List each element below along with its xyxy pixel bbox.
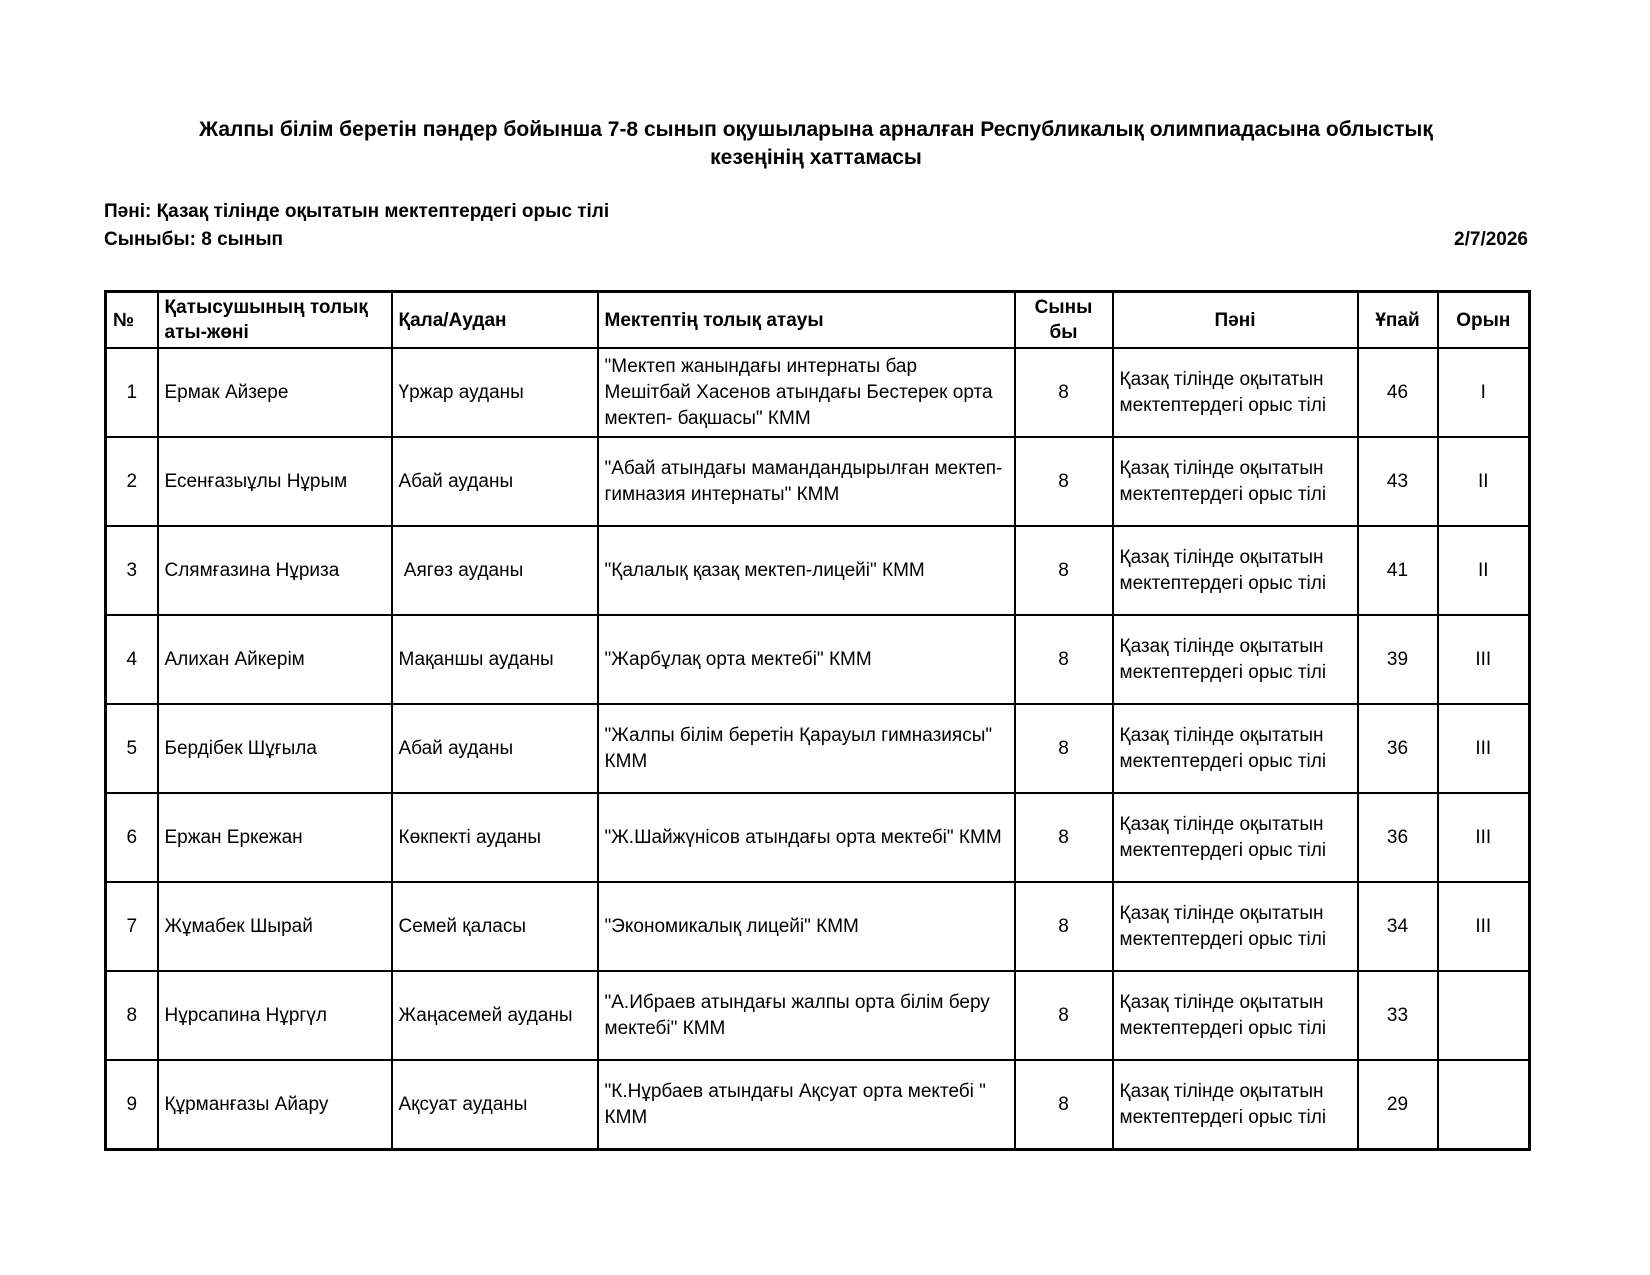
cell-place [1438, 1060, 1530, 1150]
col-header-number: № [106, 292, 158, 349]
cell-city-district: Мақаншы ауданы [392, 615, 598, 704]
class-date-line [104, 226, 1528, 254]
cell-points: 39 [1358, 615, 1438, 704]
cell-city-district: Жаңасемей ауданы [392, 971, 598, 1060]
table-row [106, 882, 1530, 971]
cell-participant-name: Ержан Еркежан [158, 793, 392, 882]
cell-grade: 8 [1015, 704, 1113, 793]
page-title: Жалпы білім беретін пәндер бойынша 7-8 сынып оқушыларына арналған Республикалық олимпиадасына облыстық кезеңінің хаттамасы [199, 118, 1433, 169]
cell-city-district: Аягөз ауданы [392, 526, 598, 615]
cell-place: III [1438, 704, 1530, 793]
cell-city-district: Абай ауданы [392, 437, 598, 526]
cell-points: 34 [1358, 882, 1438, 971]
cell-points: 36 [1358, 793, 1438, 882]
cell-participant-name: Жұмабек Шырай [158, 882, 392, 971]
cell-subject: Қазақ тілінде оқытатын мектептердегі орыс тілі [1113, 615, 1358, 704]
cell-grade: 8 [1015, 971, 1113, 1060]
cell-subject: Қазақ тілінде оқытатын мектептердегі орыс тілі [1113, 526, 1358, 615]
cell-city-district: Абай ауданы [392, 704, 598, 793]
cell-points: 36 [1358, 704, 1438, 793]
col-header-district: Қала/Аудан [392, 292, 598, 349]
cell-place: III [1438, 615, 1530, 704]
table-row [106, 348, 1530, 437]
cell-number: 5 [106, 704, 158, 793]
cell-grade: 8 [1015, 793, 1113, 882]
cell-school-name: "Қалалық қазақ мектеп-лицейі" КММ [598, 526, 1015, 615]
cell-school-name: "А.Ибраев атындағы жалпы орта білім беру мектебі" КММ [598, 971, 1015, 1060]
cell-participant-name: Ермак Айзере [158, 348, 392, 437]
cell-school-name: "Ж.Шайжүнісов атындағы орта мектебі" КММ [598, 793, 1015, 882]
class-line: Сыныбы: 8 сынып [104, 229, 284, 250]
cell-participant-name: Слямғазина Нұриза [158, 526, 392, 615]
cell-school-name: "Жарбұлақ орта мектебі" КММ [598, 615, 1015, 704]
cell-subject: Қазақ тілінде оқытатын мектептердегі орыс тілі [1113, 793, 1358, 882]
cell-place [1438, 971, 1530, 1060]
cell-grade: 8 [1015, 882, 1113, 971]
cell-number: 9 [106, 1060, 158, 1150]
cell-subject: Қазақ тілінде оқытатын мектептердегі орыс тілі [1113, 437, 1358, 526]
cell-place: III [1438, 793, 1530, 882]
cell-participant-name: Есенғазыұлы Нұрым [158, 437, 392, 526]
cell-subject: Қазақ тілінде оқытатын мектептердегі орыс тілі [1113, 882, 1358, 971]
cell-grade: 8 [1015, 1060, 1113, 1150]
cell-number: 2 [106, 437, 158, 526]
col-header-school: Мектептің толық атауы [598, 292, 1015, 349]
subject-line: Пәні: Қазақ тілінде оқытатын мектептердегі орыс тілі [104, 201, 610, 222]
cell-points: 46 [1358, 348, 1438, 437]
cell-place: III [1438, 882, 1530, 971]
cell-place: I [1438, 348, 1530, 437]
cell-city-district: Көкпекті ауданы [392, 793, 598, 882]
table-row [106, 971, 1530, 1060]
col-header-grade [1015, 292, 1113, 349]
cell-number: 8 [106, 971, 158, 1060]
cell-place: II [1438, 526, 1530, 615]
cell-number: 7 [106, 882, 158, 971]
cell-number: 6 [106, 793, 158, 882]
cell-school-name: "Экономикалық лицейі" КММ [598, 882, 1015, 971]
table-row [106, 437, 1530, 526]
cell-subject: Қазақ тілінде оқытатын мектептердегі орыс тілі [1113, 971, 1358, 1060]
cell-subject: Қазақ тілінде оқытатын мектептердегі орыс тілі [1113, 1060, 1358, 1150]
col-header-points: Ұпай [1358, 292, 1438, 349]
table-header-row [106, 292, 1530, 349]
cell-city-district: Ақсуат ауданы [392, 1060, 598, 1150]
cell-number: 4 [106, 615, 158, 704]
results-table [104, 290, 1531, 1151]
cell-points: 33 [1358, 971, 1438, 1060]
table-row [106, 1060, 1530, 1150]
cell-city-district: Семей қаласы [392, 882, 598, 971]
cell-place: II [1438, 437, 1530, 526]
col-header-name: Қатысушының толық аты-жөні [158, 292, 392, 349]
col-header-grade-label: Сыныбы [1034, 297, 1093, 343]
col-header-subject: Пәні [1113, 292, 1358, 349]
cell-number: 3 [106, 526, 158, 615]
cell-city-district: Үржар ауданы [392, 348, 598, 437]
cell-school-name: "Абай атындағы мамандандырылған мектеп-гимназия интернаты" КММ [598, 437, 1015, 526]
cell-grade: 8 [1015, 348, 1113, 437]
cell-points: 29 [1358, 1060, 1438, 1150]
cell-subject: Қазақ тілінде оқытатын мектептердегі орыс тілі [1113, 704, 1358, 793]
table-row [106, 793, 1530, 882]
document-date: 2/7/2026 [1454, 229, 1528, 250]
cell-grade: 8 [1015, 615, 1113, 704]
cell-number: 1 [106, 348, 158, 437]
cell-school-name: "Жалпы білім беретін Қарауыл гимназиясы" КММ [598, 704, 1015, 793]
cell-school-name: "К.Нұрбаев атындағы Ақсуат орта мектебі " КММ [598, 1060, 1015, 1150]
meta-block [104, 198, 1528, 254]
cell-grade: 8 [1015, 437, 1113, 526]
cell-subject: Қазақ тілінде оқытатын мектептердегі орыс тілі [1113, 348, 1358, 437]
table-row [106, 615, 1530, 704]
cell-participant-name: Алихан Айкерім [158, 615, 392, 704]
table-row [106, 704, 1530, 793]
table-body [106, 348, 1530, 1150]
cell-grade: 8 [1015, 526, 1113, 615]
cell-participant-name: Бердібек Шұғыла [158, 704, 392, 793]
cell-school-name: "Мектеп жанындағы интернаты бар Мешітбай Хасенов атындағы Бестерек орта мектеп- бақшасы" КММ [598, 348, 1015, 437]
cell-points: 41 [1358, 526, 1438, 615]
cell-participant-name: Нұрсапина Нұргүл [158, 971, 392, 1060]
cell-participant-name: Құрманғазы Айару [158, 1060, 392, 1150]
cell-points: 43 [1358, 437, 1438, 526]
table-row [106, 526, 1530, 615]
col-header-place: Орын [1438, 292, 1530, 349]
